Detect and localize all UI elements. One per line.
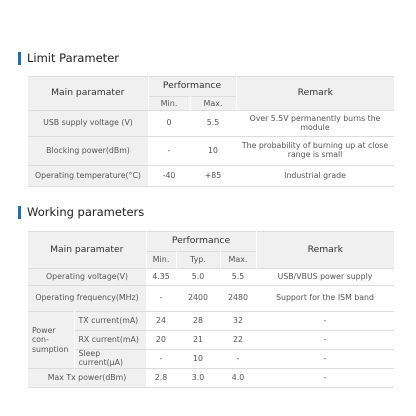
remark-text: Industrial grade [236,166,394,187]
min-value: 0 [148,111,190,137]
max-value: 2480 [220,286,256,312]
table-row [28,137,394,166]
min-value: 4.35 [146,269,176,286]
table-row [28,166,394,187]
table-row [28,269,394,286]
param-label: Blocking power(dBm) [28,137,148,166]
power-consumption-group-label: Power con-sumption [28,312,74,369]
max-value: 5.5 [220,269,256,286]
header-max: Max. [190,97,236,111]
table-row [28,350,394,369]
min-value: 20 [146,331,176,350]
heading-accent-bar [18,52,21,65]
header-min: Min. [146,252,176,269]
param-label: Operating voltage(V) [28,269,146,286]
max-value: 5.5 [190,111,236,137]
table-row [28,369,394,388]
table-row [28,111,394,137]
table-row [28,331,394,350]
remark-text: Over 5.5V permanently burns the module [236,111,394,137]
limit-section-title: Limit Parameter [27,51,119,65]
param-label: RX current(mA) [74,331,146,350]
max-value: 4.0 [220,369,256,388]
remark-text: - [256,350,394,369]
header-min: Min. [148,97,190,111]
limit-parameter-table [28,76,394,187]
working-parameters-table [28,231,394,388]
header-typ: Typ. [176,252,220,269]
remark-text: - [256,331,394,350]
max-value: - [220,350,256,369]
remark-text: The probability of burning up at close range is small [236,137,394,166]
remark-text: USB/VBUS power supply [256,269,394,286]
header-remark: Remark [256,232,394,269]
header-performance: Performance [146,232,256,252]
working-section-title: Working parameters [27,205,145,219]
min-value: - [146,286,176,312]
param-label: Operating frequency(MHz) [28,286,146,312]
table-row [28,312,394,331]
param-label: USB supply voltage (V) [28,111,148,137]
typ-value: 2400 [176,286,220,312]
min-value: - [146,350,176,369]
typ-value: 21 [176,331,220,350]
working-section-heading [18,205,144,219]
remark-text: - [256,312,394,331]
typ-value: 28 [176,312,220,331]
header-main-parameter: Main paramater [28,77,148,111]
limit-section-heading [18,51,119,65]
param-label: TX current(mA) [74,312,146,331]
typ-value: 10 [176,350,220,369]
param-label: Operating temperature(°C) [28,166,148,187]
min-value: 2.8 [146,369,176,388]
param-label: Sleep current(μA) [74,350,146,369]
typ-value: 3.0 [176,369,220,388]
remark-text: - [256,369,394,388]
min-value: 24 [146,312,176,331]
table-row [28,286,394,312]
min-value: - [148,137,190,166]
heading-accent-bar [18,206,21,219]
max-value: 32 [220,312,256,331]
param-label: Max Tx power(dBm) [28,369,146,388]
max-value: +85 [190,166,236,187]
header-max: Max. [220,252,256,269]
max-value: 22 [220,331,256,350]
typ-value: 5.0 [176,269,220,286]
header-performance: Performance [148,77,236,97]
min-value: -40 [148,166,190,187]
remark-text: Support for the ISM band [256,286,394,312]
header-remark: Remark [236,77,394,111]
max-value: 10 [190,137,236,166]
header-main-parameter: Main paramater [28,232,146,269]
